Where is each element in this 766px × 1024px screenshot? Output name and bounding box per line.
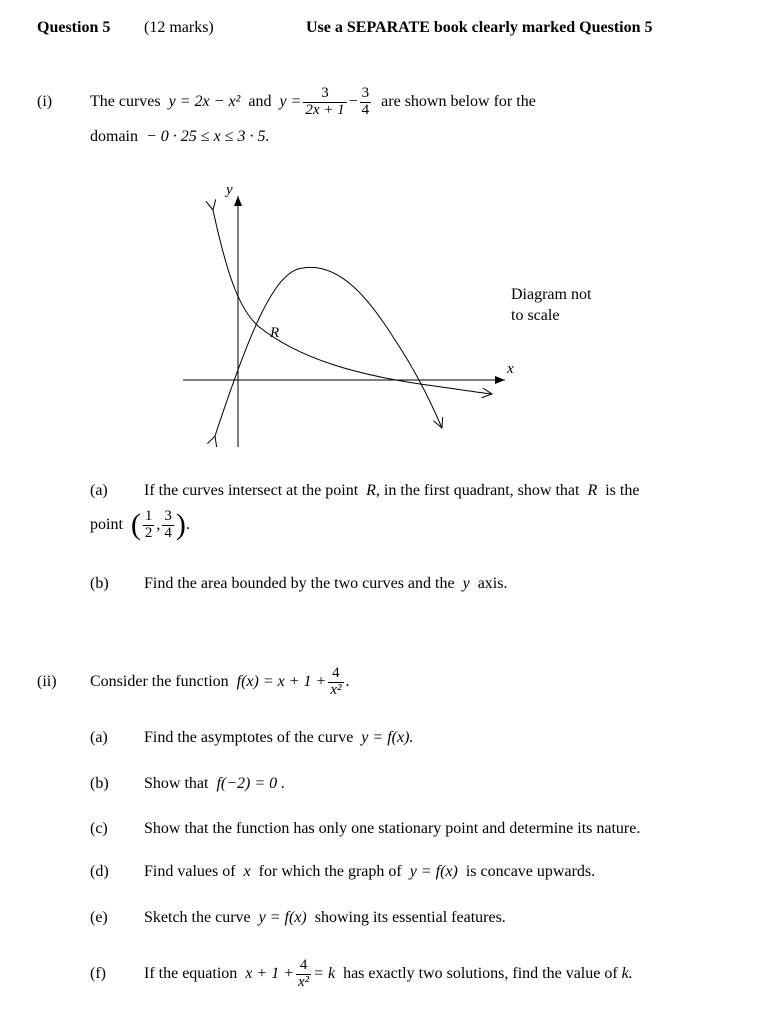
left-paren: (	[130, 508, 141, 541]
part-ii-f-frac-den: x²	[298, 973, 310, 990]
part-ii-frac	[328, 666, 343, 699]
point-x-frac	[143, 509, 155, 542]
point-r-label: R	[270, 325, 280, 341]
curve2-frac1-num: 3	[321, 84, 329, 101]
curve2-frac2-num: 3	[361, 84, 370, 101]
part-ii-a-math: y = f(x).	[361, 729, 414, 746]
part-ii-d-math: y = f(x)	[409, 863, 458, 880]
part-ii-frac-den: x²	[330, 681, 342, 698]
y-axis-label: y	[226, 182, 233, 198]
part-ii-f-math: x + 1 +	[245, 965, 294, 982]
part-ii-a-text1: Find the asymptotes of the curve	[144, 729, 354, 746]
part-ii-text: Consider the function	[90, 673, 229, 690]
part-i-a-r1: R	[366, 482, 376, 499]
point-x-den: 2	[144, 524, 153, 541]
point-y-num: 3	[164, 507, 172, 524]
part-i-b-text1: Find the area bounded by the two curves and the	[144, 575, 455, 592]
part-i-a-text1: If the curves intersect at the point	[144, 482, 359, 499]
part-ii-e-text1: Sketch the curve	[144, 909, 251, 926]
part-ii-b-text	[144, 775, 285, 793]
part-ii-d-label: (d)	[90, 863, 109, 880]
part-ii-f-text2: has exactly two solutions, find the value of	[343, 965, 618, 982]
curve1-eq: y = 2x − x²	[168, 93, 241, 110]
part-ii-f-label: (f)	[90, 965, 106, 982]
curve2-minus: −	[348, 93, 358, 110]
part-ii-frac-num: 4	[332, 664, 340, 681]
part-i-b-y: y	[462, 575, 470, 592]
part-ii-a-text	[144, 729, 413, 747]
part-ii-statement	[90, 660, 350, 704]
point-y-frac	[162, 509, 174, 542]
part-ii-func: f(x) = x + 1 +	[236, 673, 327, 690]
part-i-text-pre: The curves	[90, 93, 161, 110]
part-i-a-text	[144, 482, 639, 500]
part-ii-f-math2: = k	[313, 965, 336, 982]
part-i-label: (i)	[37, 93, 53, 110]
part-ii-e-text2: showing its essential features.	[314, 909, 506, 926]
diagram-note	[511, 284, 591, 326]
part-ii-end: .	[345, 673, 350, 690]
instruction: Use a SEPARATE book clearly marked Question 5	[306, 19, 653, 36]
part-ii-b-text1: Show that	[144, 775, 209, 792]
part-ii-e-math: y = f(x)	[258, 909, 307, 926]
part-ii-d-x: x	[243, 863, 251, 880]
curve-hyperbola	[213, 210, 492, 394]
part-ii-d-text2: for which the graph of	[258, 863, 402, 880]
diagram-note-line1: Diagram not	[511, 286, 592, 303]
part-ii-a-label: (a)	[90, 729, 108, 746]
part-i-and: and	[248, 93, 272, 110]
right-paren: )	[175, 508, 186, 541]
domain-text: domain	[90, 128, 138, 145]
domain-math: − 0 · 25 ≤ x ≤ 3 · 5.	[146, 128, 270, 145]
curve2-frac2-den: 4	[361, 101, 370, 118]
part-ii-b-label: (b)	[90, 775, 109, 792]
part-ii-label: (ii)	[37, 673, 57, 690]
part-ii-d-text3: is concave upwards.	[465, 863, 596, 880]
part-i-a-r2: R	[587, 482, 598, 499]
part-ii-d-text1: Find values of	[144, 863, 236, 880]
point-x-num: 1	[144, 507, 153, 524]
part-ii-e-label: (e)	[90, 909, 108, 926]
point-y-den: 4	[164, 524, 172, 541]
part-ii-b-math: f(−2) = 0 .	[216, 775, 286, 792]
point-word: point	[90, 516, 123, 533]
part-i-a-text3: is the	[605, 482, 640, 499]
part-i-b-text2: axis.	[477, 575, 508, 592]
curve2-frac1-den: 2x + 1	[305, 101, 345, 118]
part-ii-e-text	[144, 909, 506, 927]
part-i-b-label: (b)	[90, 575, 109, 592]
part-ii-f-text	[144, 952, 633, 996]
question-title: Question 5	[37, 19, 111, 36]
curve2-lhs: y =	[279, 93, 302, 110]
part-i-a-text2: , in the first quadrant, show that	[375, 482, 580, 499]
part-i-text-post: are shown below for the	[381, 93, 536, 110]
point-r-coords: point ( $\frac{1}{2}$ , $\frac{3}{4}$ ) .	[90, 507, 190, 541]
part-ii-f-frac-num: 4	[299, 956, 308, 973]
part-ii-f-k: k.	[621, 965, 633, 982]
curve-parabola	[215, 267, 442, 436]
part-ii-f-text1: If the equation	[144, 965, 238, 982]
part-ii-f-frac	[296, 958, 311, 991]
part-i-a-label: (a)	[90, 482, 108, 499]
part-i-b-text	[144, 575, 507, 593]
part-ii-c-label: (c)	[90, 820, 108, 837]
part-ii-d-text	[144, 863, 595, 881]
marks: (12 marks)	[144, 19, 214, 36]
diagram-note-line2: to scale	[511, 307, 560, 324]
x-axis-label: x	[507, 361, 514, 377]
part-ii-c-text: Show that the function has only one stationary point and determine its nature.	[144, 820, 641, 837]
